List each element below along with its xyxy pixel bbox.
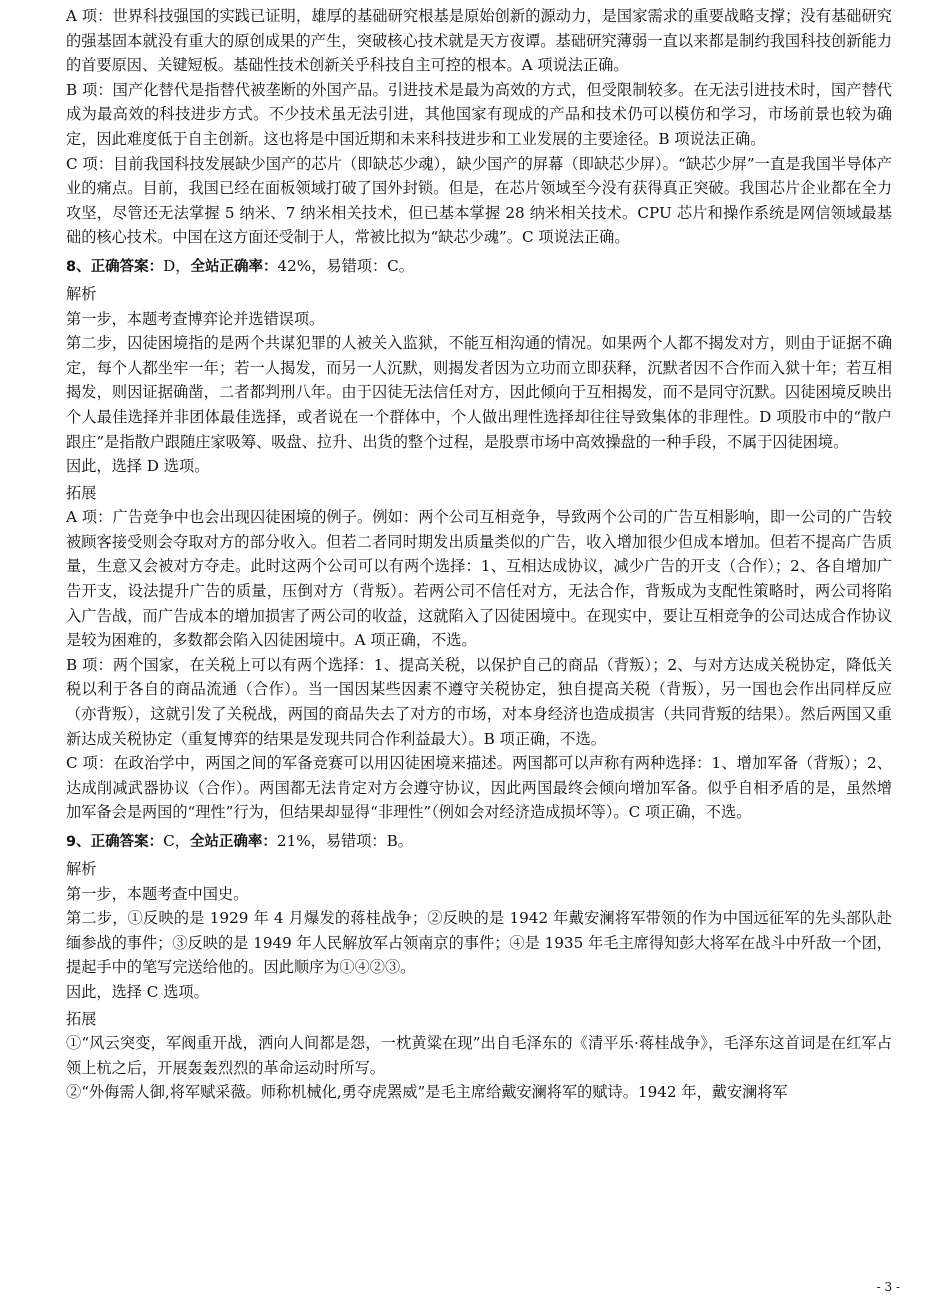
q8-extension-b: B 项：两个国家，在关税上可以有两个选择：1、提高关税，以保护自己的商品（背叛）；2、与对方达成关税协定，降低关税以利于各自的商品流通（合作）。当一国因某些因素不遵守关税协定，独自提高关税（背叛），另一国也会作出同样反应（亦背叛），这就引发了关税战，两国的商品失去了对方的市场，对本身经济也造成损害（共同背叛的结果）。然后两国又重新达成关税协定（重复博弈的结果是发现共同合作利益最大）。B 项正确，不选。 (66, 655, 892, 748)
q8-answer: D， (163, 256, 191, 275)
q9-analysis-conclusion: 因此，选择 C 选项。 (66, 982, 209, 1001)
paragraph-option-b: B 项：国产化替代是指替代被垄断的外国产品。引进技术是最为高效的方式，但受限制较多。在无法引进技术时，国产替代成为最高效的科技进步方式。不少技术虽无法引进，其他国家有现成的产品和技术仍可以模仿和学习，市场前景也较为确定，因此难度低于自主创新。这也将是中国近期和未来科技进步和工业发展的主要途径。B 项说法正确。 (66, 80, 892, 148)
q8-analysis-step2: 第二步，囚徒困境指的是两个共谋犯罪的人被关入监狱，不能互相沟通的情况。如果两个人都不揭发对方，则由于证据不确定，每个人都坐牢一年；若一人揭发，而另一人沉默，则揭发者因为立功而立即获释，沉默者因不合作而入狱十年；若互相揭发，则因证据确凿，二者都判刑八年。由于囚徒无法信任对方，因此倾向于互相揭发，而不是同守沉默。囚徒困境反映出个人最佳选择并非团体最佳选择，或者说在一个群体中，个人做出理性选择却往往导致集体的非理性。D 项股市中的“散户跟庄”是指散户跟随庄家吸筹、吸盘、拉升、出货的整个过程，是股票市场中高效操盘的一种手段，不属于囚徒困境。 (66, 334, 892, 451)
q8-extension-c: C 项：在政治学中，两国之间的军备竞赛可以用囚徒困境来描述。两国都可以声称有两种选择：1、增加军备（背叛）；2、达成削减武器协议（合作）。两国都无法肯定对方会遵守协议，因此两国最终会倾向增加军备。似乎自相矛盾的是，虽然增加军备会是两国的“理性”行为，但结果却显得“非理性”（例如会对经济造成损坏等）。C 项正确，不选。 (66, 754, 892, 822)
q8-rate-label: 全站正确率： (190, 258, 278, 275)
q8-analysis-step1: 第一步，本题考查博弈论并选错误项。 (66, 309, 325, 328)
q9-head: 9、正确答案： (66, 834, 164, 850)
q9-answer: C， (163, 832, 190, 850)
q8-extension-label: 拓展 (66, 483, 97, 502)
q9-extension-2: ②“外侮需人御,将军赋采薇。师称机械化,勇夺虎罴威”是毛主席给戴安澜将军的赋诗。1942 年，戴安澜将军 (66, 1083, 788, 1102)
document-page (66, 4, 892, 1105)
page-number: - 3 - (876, 1280, 900, 1294)
q8-analysis-conclusion: 因此，选择 D 选项。 (66, 457, 210, 476)
q8-rate: 42%，易错项：C。 (277, 256, 414, 275)
q9-analysis-label: 解析 (66, 860, 97, 878)
q9-extension-1: ①“风云突变，军阀重开战，洒向人间都是怨，一枕黄粱在现”出自毛泽东的《清平乐·蒋桂战争》，毛泽东这首词是在红军占领上杭之后，开展轰轰烈烈的革命运动时所写。 (66, 1034, 892, 1077)
q9-rate: 21%，易错项：B。 (276, 832, 413, 850)
q8-analysis-label: 解析 (66, 284, 97, 303)
question-9-answer-line (66, 828, 892, 855)
q8-extension-a: A 项：广告竞争中也会出现囚徒困境的例子。例如：两个公司互相竞争，导致两个公司的广告互相影响，即一公司的广告较被顾客接受则会夺取对方的部分收入。但若二者同时期发出质量类似的广告，收入增加很少但成本增加。但若不提高广告质量，生意又会被对方夺走。此时这两个公司可以有两个选择：1、互相达成协议，减少广告的开支（合作）；2、各自增加广告开支，设法提升广告的质量，压倒对方（背叛）。若两公司不信任对方，无法合作，背叛成为支配性策略时，两公司将陷入广告战，而广告成本的增加损害了两公司的收益，这就陷入了囚徒困境中。在现实中，要让互相竞争的公司达成合作协议是较为困难的，多数都会陷入囚徒困境中。A 项正确，不选。 (66, 508, 892, 650)
question-8-answer-line (66, 253, 892, 280)
paragraph-option-a: A 项：世界科技强国的实践已证明，雄厚的基础研究根基是原始创新的源动力，是国家需求的重要战略支撑；没有基础研究的强基固本就没有重大的原创成果的产生，突破核心技术就是天方夜谭。基础研究薄弱一直以来都是制约我国科技创新能力的首要原因、关键短板。基础性技术创新关乎科技自主可控的根本。A 项说法正确。 (66, 7, 892, 75)
q9-analysis-step1: 第一步，本题考查中国史。 (66, 884, 249, 903)
paragraph-option-c: C 项：目前我国科技发展缺少国产的芯片（即缺芯少魂），缺少国产的屏幕（即缺芯少屏）。“缺芯少屏”一直是我国半导体产业的痛点。目前，我国已经在面板领域打破了国外封锁。但是，在芯片领域至今没有获得真正突破。我国芯片企业都在全力攻坚，尽管还无法掌握 5 纳米、7 纳米相关技术，但已基本掌握 28 纳米相关技术。CPU 芯片和操作系统是网信领域最基础的核心技术。中国在这方面还受制于人，常被比拟为“缺芯少魂”。C 项说法正确。 (66, 154, 892, 247)
q9-analysis-step2: 第二步，①反映的是 1929 年 4 月爆发的蒋桂战争；②反映的是 1942 年戴安澜将军带领的作为中国远征军的先头部队赴缅参战的事件；③反映的是 1949 年人民解放军占领南京的事件；④是 1935 年毛主席得知彭大将军在战斗中歼敌一个团，提起手中的笔写完送给他的。因此顺序为①④②③。 (66, 909, 892, 977)
q8-head: 8、正确答案： (66, 258, 164, 275)
q9-extension-label: 拓展 (66, 1009, 97, 1028)
q9-rate-label: 全站正确率： (189, 834, 277, 850)
